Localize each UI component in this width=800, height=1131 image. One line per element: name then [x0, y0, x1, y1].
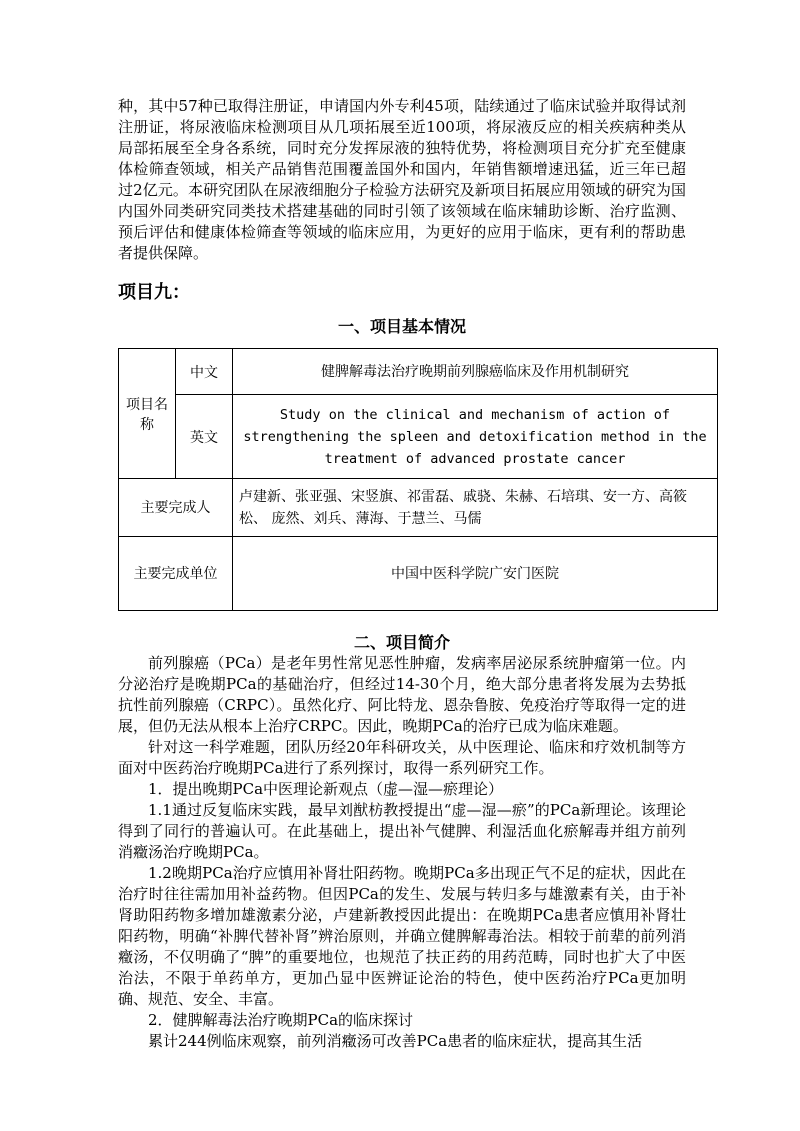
project-name-label	[119, 349, 176, 479]
project-title: 项目九：	[118, 282, 190, 303]
project-info-table	[118, 348, 718, 611]
en-label: 英文	[176, 395, 233, 479]
summary-paragraph-2: 针对这一科学难题，团队历经20年科研攻关，从中医理论、临床和疗效机制等方面对中医药治疗晚期PCa进行了系列探讨，取得一系列研究工作。	[118, 738, 686, 777]
summary-paragraph-3: 1.1通过反复临床实践，最早刘猷枋教授提出“虚—湿—瘀”的PCa新理论。该理论得到了同行的普遍认可。在此基础上，提出补气健脾、利湿活血化瘀解毒并组方前列消癥汤治疗晚期PCa。	[118, 801, 686, 861]
summary-paragraph-4: 1.2晚期PCa治疗应慎用补肾壮阳药物。晚期PCa多出现正气不足的症状，因此在治疗时往往需加用补益药物。但因PCa的发生、发展与转归多与雄激素有关，由于补肾助阳药物多增加雄激素分泌，卢建新教授因此提出：在晚期PCa患者应慎用补肾壮阳药物，明确“补脾代替补肾”辨治原则，并确立健脾解毒治法。相较于前辈的前列消癥汤，不仅明确了“脾”的重要地位，也规范了扶正药的用药范畴，同时也扩大了中医治法，不限于单药单方，更加凸显中医辨证论治的特色，使中医药治疗PCa更加明确、规范、安全、丰富。	[118, 864, 686, 1008]
table-row-people	[119, 479, 718, 537]
table-row-unit	[119, 537, 718, 611]
people-value: 卢建新、张亚强、宋竖旗、祁雷磊、戚骁、朱赫、石培琪、安一方、高筱松、 庞然、刘兵、薄海、于慧兰、马儒	[233, 479, 718, 537]
unit-value: 中国中医科学院广安门医院	[233, 537, 718, 611]
unit-label: 主要完成单位	[119, 537, 233, 611]
cn-title-value: 健脾解毒法治疗晚期前列腺癌临床及作用机制研究	[233, 349, 718, 395]
summary-paragraph-1: 前列腺癌（PCa）是老年男性常见恶性肿瘤，发病率居泌尿系统肿瘤第一位。内分泌治疗是晚期PCa的基础治疗，但经过14-30个月，绝大部分患者将发展为去势抵抗性前列腺癌（CRPC）。虽然化疗、阿比特龙、恩杂鲁胺、免疫治疗等取得一定的进展，但仍无法从根本上治疗CRPC。因此，晚期PCa的治疗已成为临床难题。	[118, 654, 686, 735]
summary-subheading-2: 2．健脾解毒法治疗晚期PCa的临床探讨	[148, 1011, 414, 1029]
table-row-en	[119, 395, 718, 479]
en-title-value: Study on the clinical and mechanism of action of strengthening the spleen and detoxification method in the treatment of advanced prostate cancer	[233, 395, 718, 479]
summary-body	[0, 653, 800, 1052]
project-name-label-text: 项目名称	[126, 396, 168, 433]
summary-subheading-1: 1．提出晚期PCa中医理论新观点（虚—湿—瘀理论）	[148, 780, 504, 798]
intro-paragraph: 种，其中57种已取得注册证，申请国内外专利45项，陆续通过了临床试验并取得试剂注册证，将尿液临床检测项目从几项拓展至近100项，将尿液反应的相关疾病种类从局部拓展至全身各系统，同时充分发挥尿液的独特优势，将检测项目充分扩充至健康体检筛查领域，相关产品销售范围覆盖国外和国内，年销售额增速迅猛，近三年已超过2亿元。本研究团队在尿液细胞分子检验方法研究及新项目拓展应用领域的研究为国内国外同类研究同类技术搭建基础的同时引领了该领域在临床辅助诊断、治疗监测、预后评估和健康体检筛查等领域的临床应用，为更好的应用于临床，更有利的帮助患者提供保障。	[118, 97, 686, 262]
cn-label: 中文	[176, 349, 233, 395]
basic-info-heading: 一、项目基本情况	[337, 317, 466, 336]
summary-heading: 二、项目简介	[353, 633, 450, 652]
table-row-cn	[119, 349, 718, 395]
people-label: 主要完成人	[119, 479, 233, 537]
summary-paragraph-5: 累计244例临床观察，前列消癥汤可改善PCa患者的临床症状，提高其生活	[148, 1032, 643, 1050]
